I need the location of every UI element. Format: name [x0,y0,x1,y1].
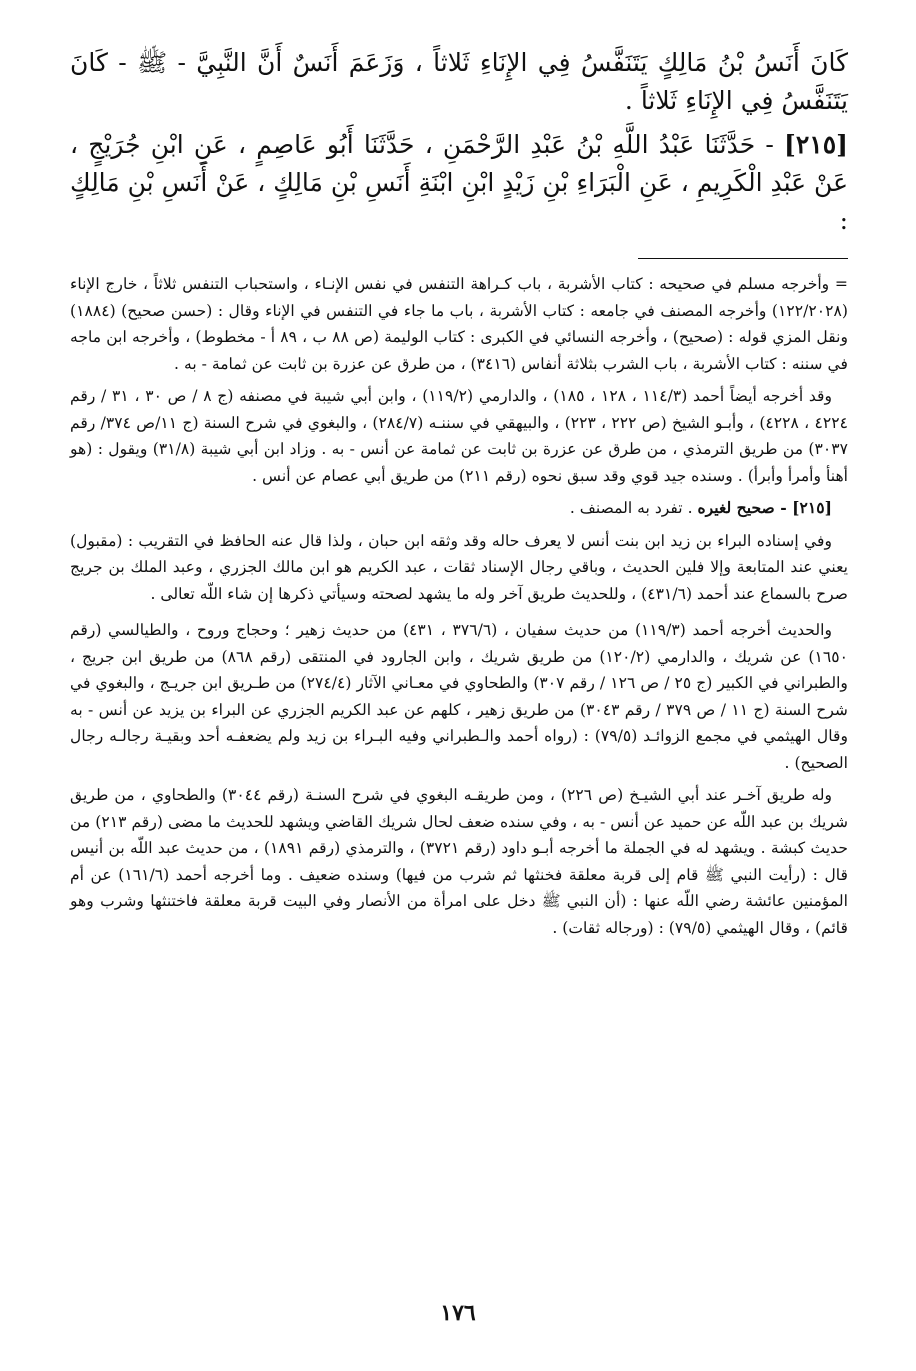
footnote-separator [638,258,848,259]
hadith-number: [٢١٥] [784,130,848,159]
page-body [70,44,848,947]
footnote-3-text: . تفرد به المصنف . [569,499,698,517]
main-text [70,44,848,240]
footnote-3 [70,495,848,522]
footnote-4: وفي إسناده البراء بن زيد ابن بنت أنس لا يعرف حاله وقد وثقه ابن حبان ، ولذا قال عنه الحافظ في التقريب : (مقبول) يعني عند المتابعة وإلا فلين الحديث ، وباقي رجال الإسناد ثقات ، عبد الكريم هو ابن مالك الجزري ، وعبد الملك بن جريج صرح بالسماع عند أحمد (٤٣١/٦) ، وللحديث طريق آخر وله ما يشهد لصحته وسيأتي ذكرها إن شاء اللّه تعالى . [70,531,848,603]
footnote-3-heading: [٢١٥] - صحيح لغيره [697,498,832,517]
page-number: ١٧٦ [440,1300,476,1326]
footnote-6: وله طريق آخـر عند أبي الشيـخ (ص ٢٢٦) ، ومن طريقـه البغوي في شرح السنـة (رقم ٣٠٤٤) والطحاوي ، من طريق شريك بن عبد اللّه عن حميد عن أنس - به ، وفي سنده ضعف لحال شريك القاضي ويشهد للحديث ما مضى (رقم ٢١٣) من حديث كبشة . ويشهد له في الجملة ما أخرجه أبـو داود (رقم ٣٧٢١) ، والترمذي (رقم ١٨٩١) ، من حديث عبد اللّه بن أنيس قال : (رأيت النبي ﷺ قام إلى قربة معلقة فخنثها ثم شرب من فيها) وسنده ضعيف . وما أخرجه أحمد (١٦١/٦) عن أم المؤمنين عائشة رضي اللّه عنها : (أن النبي ﷺ دخل على امرأة من الأنصار وفي البيت قربة معلقة فاختنثها وشرب وهو قائم) ، وقال الهيثمي (٧٩/٥) : (ورجاله ثقات) . [70,786,849,937]
main-paragraph-1: كَانَ أَنَسُ بْنُ مَالِكٍ يَتَنَفَّسُ فِي الإِنَاءِ ثَلاثاً ، وَزَعَمَ أَنَسٌ أَنَّ النَّبِيَّ - ﷺ - كَانَ يَتَنَفَّسُ فِي الإِنَاءِ ثَلاثاً . [70,48,848,115]
main-paragraph-2-text: - حَدَّثَنَا عَبْدُ اللَّهِ بْنُ عَبْدِ الرَّحْمَنِ ، حَدَّثَنَا أَبُو عَاصِمٍ ، عَنِ ابْنِ جُرَيْجٍ ، عَنْ عَبْدِ الْكَرِيمِ ، عَنِ الْبَرَاءِ بْنِ زَيْدٍ ابْنِ ابْنَةِ أَنَسِ بْنِ مَالِكٍ ، عَنْ أَنَسِ بْنِ مَالِكٍ : [70,130,848,235]
main-paragraph-2 [70,126,848,240]
footnote-2: وقد أخرجه أيضاً أحمد (١١٤/٣ ، ١٢٨ ، ١٨٥) ، والدارمي (١١٩/٢) ، وابن أبي شيبة في مصنفه (ج ٨ / ص ٣٠ ، ٣١ / رقم ٤٢٢٤ ، ٤٢٢٨) ، وأبـو الشيخ (ص ٢٢٢ ، ٢٢٣) ، والبيهقي في سننـه (٢٨٤/٧) ، والبغوي في شرح السنة (ج ١١/ص ٣٧٤/ رقم ٣٠٣٧) من طريق الترمذي ، من طرق عن عزرة بن ثابت عن ثمامة عن أنس - به . وزاد ابن أبي شيبة (٣١/٨) ويقول : (هو أهنأ وأمرأ وأبرأ) . وسنده جيد قوي وقد سبق نحوه (رقم ٢١١) من طريق أبي عصام عن أنس . [70,387,848,485]
footnote-5: والحديث أخرجه أحمد (١١٩/٣) من حديث سفيان ، (٣٧٦/٦ ، ٤٣١) من حديث زهير ؛ وحجاج وروح ، والطيالسي (رقم ١٦٥٠) عن شريك ، والدارمي (١٢٠/٢) من طريق شريك ، وابن الجارود في المنتقى (رقم ٨٦٨) من طريق ابن جريج ، والطبراني في الكبير (ج ٢٥ / ص ١٢٦ / رقم ٣٠٧) والطحاوي في معـاني الآثار (٢٧٤/٤) من طـريق ابن جريـج ، والبغوي في شرح السنة (ج ١١ / ص ٣٧٩ / رقم ٣٠٤٣) من طريق زهير ، كلهم عن عبد الكريم الجزري عن البراء بن يزيد عن أنس - به وقال الهيثمي في مجمع الزوائـد (٧٩/٥) : (رواه أحمد والـطبراني وفيه البـراء بن زيد ولم يضعفـه أحد وبقيـة رجالـه رجال الصحيح) . [70,621,849,772]
footnote-1: = وأخرجه مسلم في صحيحه : كتاب الأشربة ، باب كـراهة التنفس في نفس الإنـاء ، واستحباب التنفس ثلاثاً ، خارج الإناء (١٢٢/٢٠٢٨) وأخرجه المصنف في جامعه : كتاب الأشربة ، باب ما جاء في التنفس في الإناء وقال : (حسن صحيح) (١٨٨٤) ونقل المزي قوله : (صحيح) ، وأخرجه النسائي في الكبرى : كتاب الوليمة (ص ٨٨ ب ، ٨٩ أ - مخطوط) ، وأخرجه ابن ماجه في سننه : كتاب الأشربة ، باب الشرب بثلاثة أنفاس (٣٤١٦) ، من طرق عن عزرة بن ثابت عن ثمامة - به . [70,275,848,373]
footnotes [70,271,848,941]
